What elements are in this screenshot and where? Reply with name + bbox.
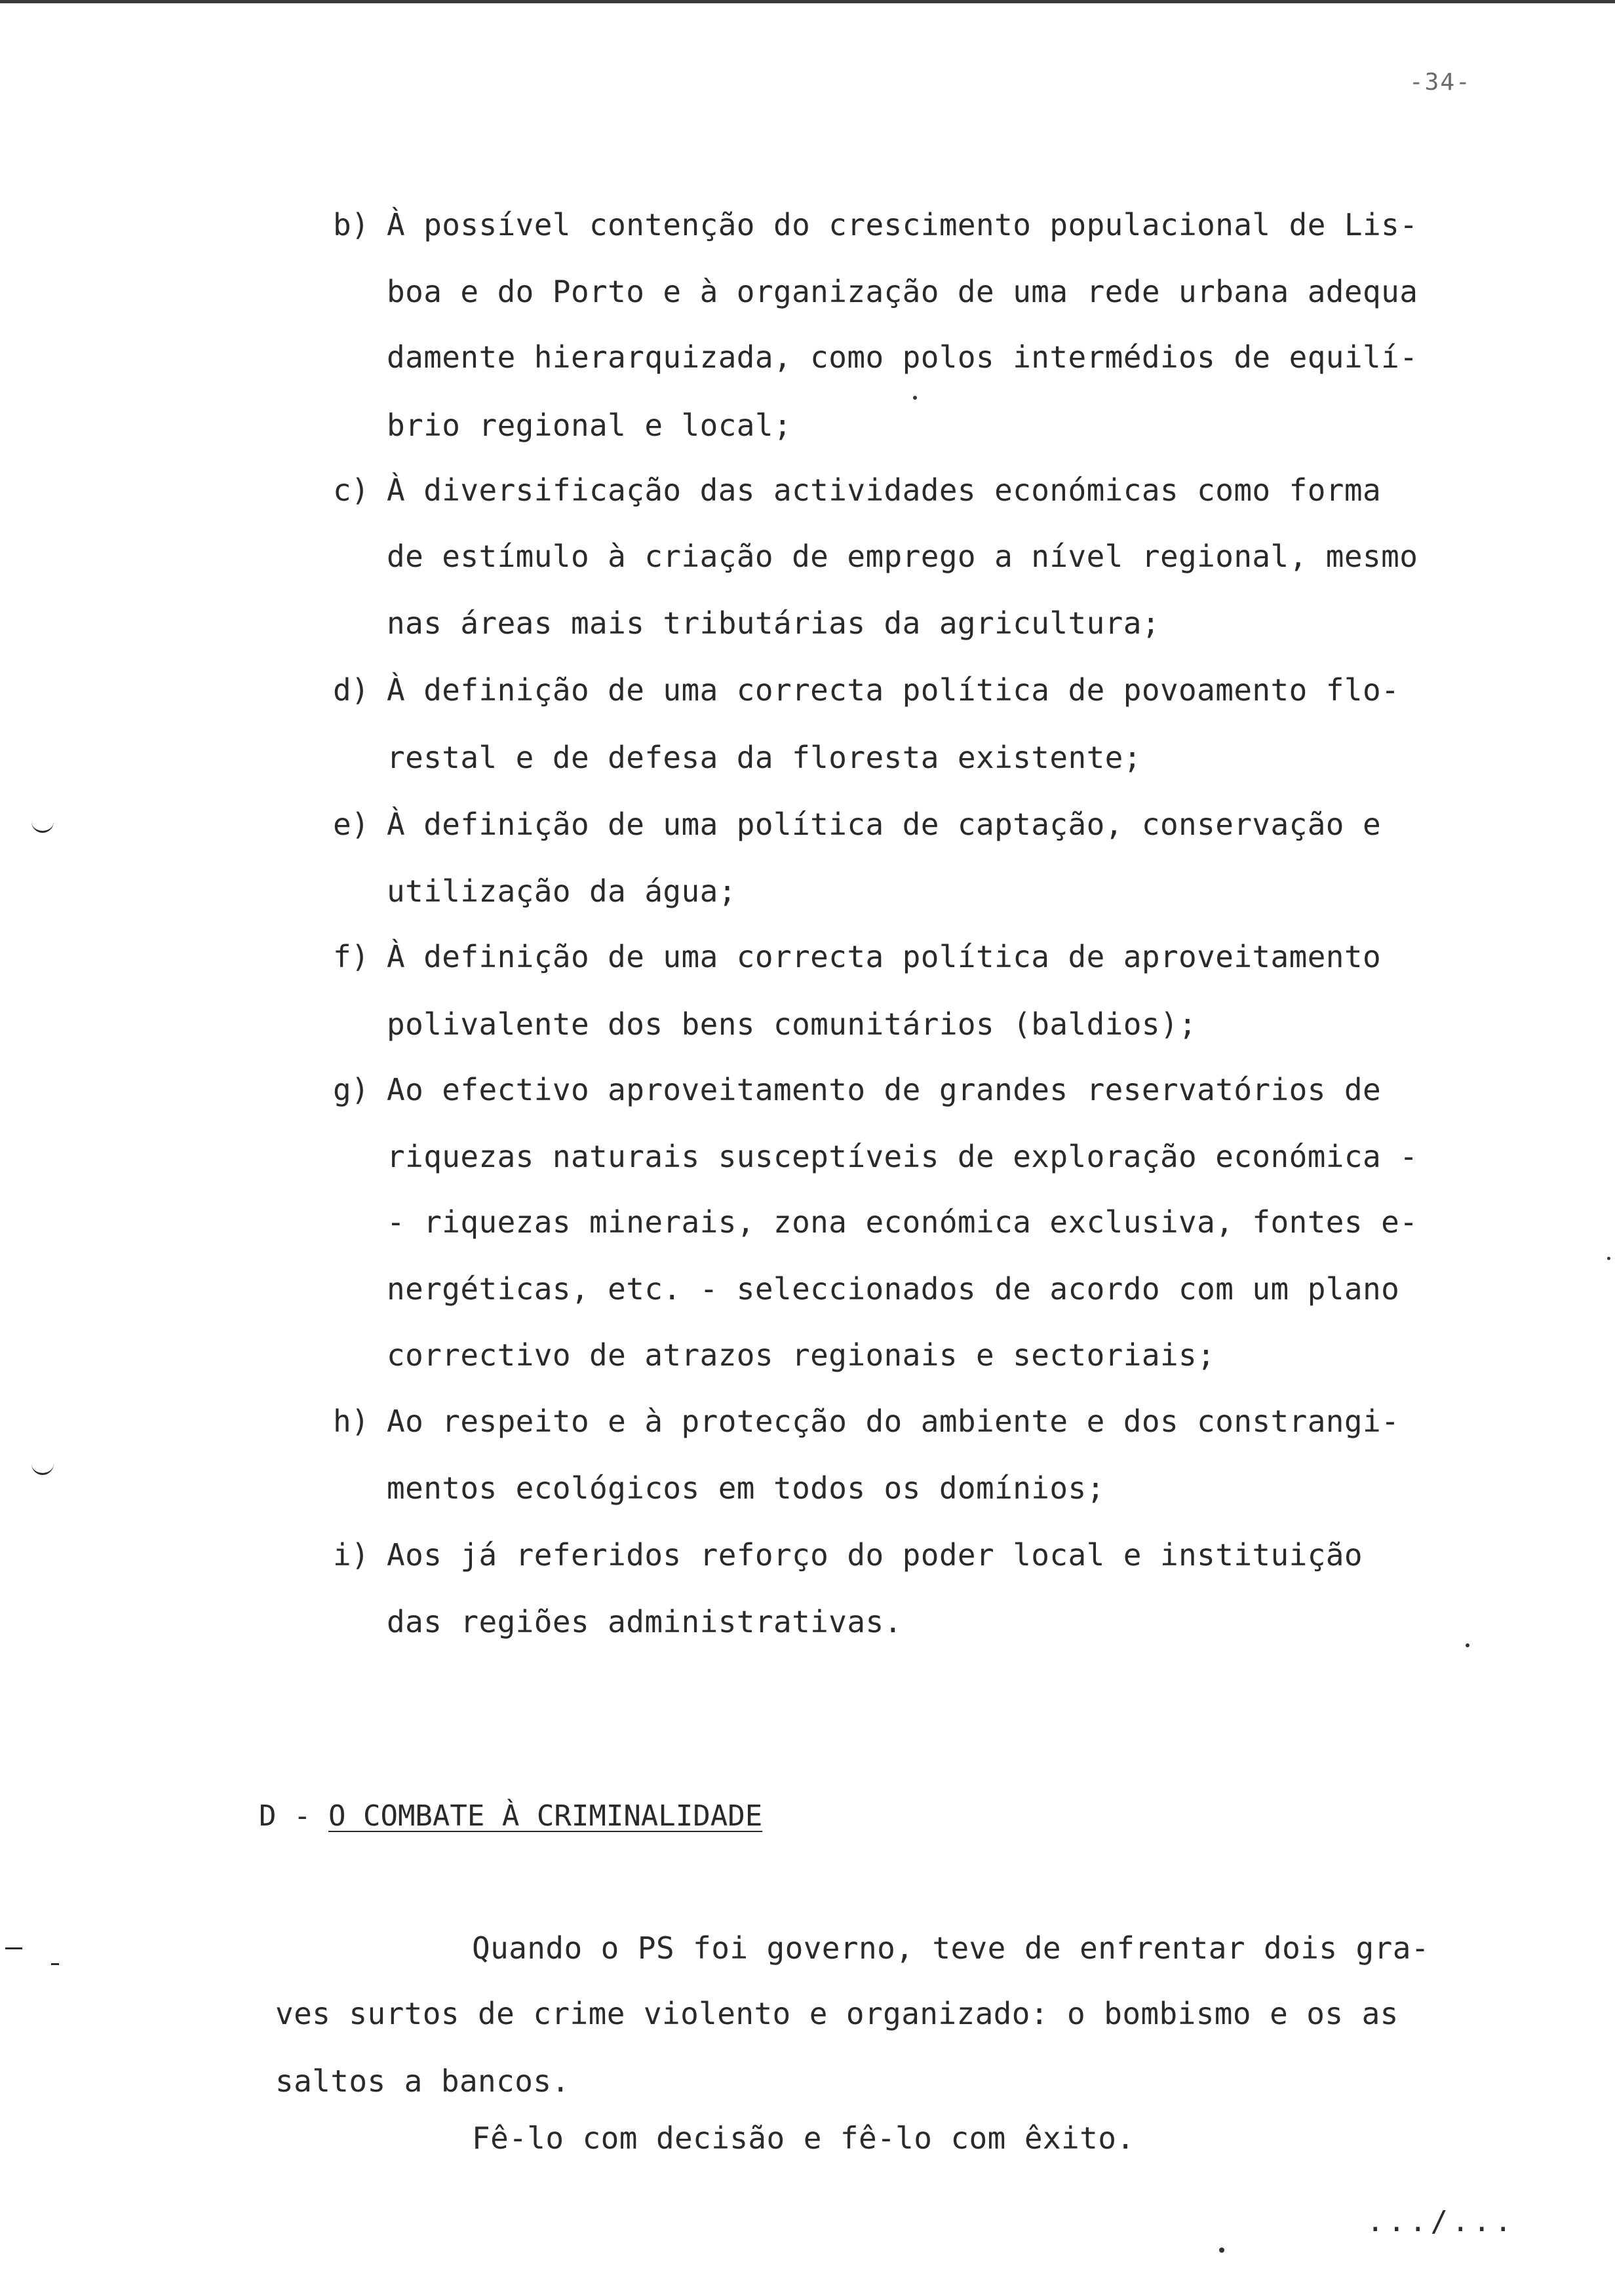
list-item-line: polivalente dos bens comunitários (baldios); xyxy=(387,1006,1197,1042)
list-item-line: restal e de defesa da floresta existente; xyxy=(387,740,1142,775)
ink-speck xyxy=(1607,1257,1610,1260)
list-item-line: À possível contenção do crescimento populacional de Lis- xyxy=(387,207,1418,242)
list-item-letter: c) xyxy=(333,472,370,508)
list-item-line: nergéticas, etc. - seleccionados de acordo com um plano xyxy=(387,1271,1400,1307)
list-item-line: das regiões administrativas. xyxy=(387,1604,903,1639)
list-item-letter: b) xyxy=(333,207,370,242)
margin-dash-mark xyxy=(5,1947,22,1949)
paragraph-line: saltos a bancos. xyxy=(275,2063,570,2099)
margin-hole-mark xyxy=(31,1463,54,1475)
top-border-rule xyxy=(0,0,1615,3)
list-item-line: Ao efectivo aproveitamento de grandes reservatórios de xyxy=(387,1072,1382,1107)
page-number: -34- xyxy=(1409,69,1471,96)
paragraph-line: Quando o PS foi governo, teve de enfrentar dois gra- xyxy=(472,1930,1430,1966)
list-item-line: Aos já referidos reforço do poder local e instituição xyxy=(387,1537,1363,1573)
list-item-letter: g) xyxy=(333,1072,370,1107)
list-item-line: À diversificação das actividades económicas como forma xyxy=(387,472,1382,508)
list-item-letter: i) xyxy=(333,1537,370,1573)
paragraph-line: Fê-lo com decisão e fê-lo com êxito. xyxy=(472,2120,1135,2156)
ink-speck xyxy=(1219,2248,1224,2253)
margin-dash-mark xyxy=(51,1963,59,1965)
list-item-letter: f) xyxy=(333,939,370,974)
margin-hole-mark xyxy=(31,820,54,833)
list-item-letter: h) xyxy=(333,1404,370,1439)
list-item-line: boa e do Porto e à organização de uma rede urbana adequa xyxy=(387,274,1418,309)
list-item-line: À definição de uma política de captação, conservação e xyxy=(387,807,1382,842)
section-heading xyxy=(259,1799,763,1833)
list-item-line: damente hierarquizada, como polos intermédios de equilí- xyxy=(387,339,1418,375)
section-heading-prefix: D - xyxy=(259,1799,311,1833)
section-heading-title: O COMBATE À CRIMINALIDADE xyxy=(328,1799,763,1833)
list-item-line: de estímulo à criação de emprego a nível regional, mesmo xyxy=(387,539,1418,574)
list-item-line: Ao respeito e à protecção do ambiente e dos constrangi- xyxy=(387,1404,1400,1439)
list-item-letter: e) xyxy=(333,807,370,842)
list-item-line: correctivo de atrazos regionais e sectoriais; xyxy=(387,1337,1216,1373)
list-item-line: - riquezas minerais, zona económica exclusiva, fontes e- xyxy=(387,1204,1418,1240)
list-item-line: À definição de uma correcta política de aproveitamento xyxy=(387,939,1382,974)
ink-speck xyxy=(913,396,917,400)
list-item-line: brio regional e local; xyxy=(387,408,792,443)
list-item-line: utilização da água; xyxy=(387,873,737,909)
list-item-line: riquezas naturais susceptíveis de exploração económica - xyxy=(387,1139,1418,1174)
ink-speck xyxy=(1466,1643,1469,1647)
list-item-letter: d) xyxy=(333,672,370,708)
list-item-line: mentos ecológicos em todos os domínios; xyxy=(387,1470,1105,1506)
paragraph-line: ves surtos de crime violento e organizado: o bombismo e os as xyxy=(275,1996,1399,2031)
continuation-marker: .../... xyxy=(1367,2205,1516,2238)
list-item-line: nas áreas mais tributárias da agricultura; xyxy=(387,605,1160,641)
list-item-line: À definição de uma correcta política de povoamento flo- xyxy=(387,672,1400,708)
